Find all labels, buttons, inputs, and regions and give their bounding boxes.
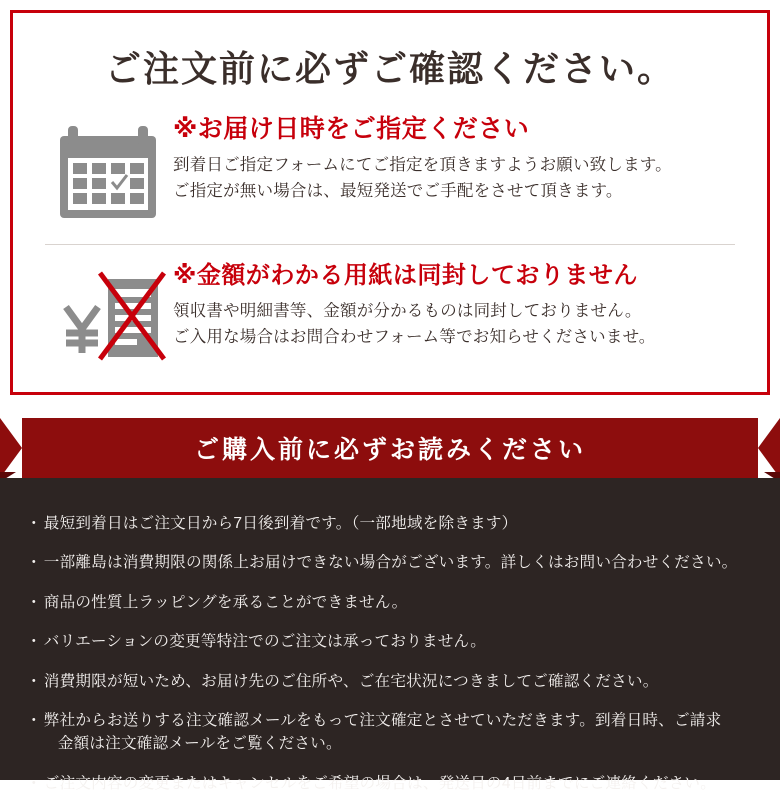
list-item xyxy=(26,630,754,653)
list-item-text-continued: 金額は注文確認メールをご覧ください。 xyxy=(57,735,342,753)
notice-row-no-receipt xyxy=(13,261,767,369)
notice-row-delivery-date xyxy=(13,114,767,224)
list-item xyxy=(26,709,754,756)
notice-body-1 xyxy=(173,153,731,204)
notice-heading-1: ※お届け日時をご指定ください xyxy=(173,115,530,143)
list-item xyxy=(26,670,754,693)
list-item-text: バリエーションの変更等特注でのご注文は承っておりません。 xyxy=(43,633,487,651)
list-bullet: ・ xyxy=(26,633,42,651)
page-title: ご注文前に必ずご確認ください。 xyxy=(104,48,675,89)
notice-box xyxy=(10,10,770,395)
list-bullet: ・ xyxy=(26,593,42,611)
list-item xyxy=(26,512,754,535)
notice-body-2 xyxy=(173,299,731,350)
list-item-text: 消費期限が短いため、お届け先のご住所や、ご在宅状況につきましてご確認ください。 xyxy=(43,672,659,690)
list-item-text: 弊社からお送りする注文確認メールをもって注文確定とさせていただきます。到着日時、ご請求 xyxy=(43,711,722,729)
list-bullet: ・ xyxy=(26,711,42,729)
notice-body-1-line2: ご指定が無い場合は、最短発送でご手配をさせて頂きます。 xyxy=(173,181,623,200)
list-item-text-wrap xyxy=(44,551,738,574)
ribbon-notch-left xyxy=(0,418,22,478)
notice-row-no-receipt-text xyxy=(167,261,731,350)
list-item-text: 一部離島は消費期限の関係上お届けできない場合がございます。詳しくはお問い合わせください。 xyxy=(43,554,738,572)
notice-body-1-line1: 到着日ご指定フォームにてご指定を頂きますようお願い致します。 xyxy=(173,156,672,175)
list-item-text-wrap xyxy=(44,630,486,653)
list-item-text-wrap xyxy=(44,709,722,756)
list-item xyxy=(26,772,754,795)
list-item-text: ご注文内容の変更またはキャンセルをご希望の場合は、発送日の4日前までにご連絡ください。 xyxy=(43,774,717,792)
notice-body-2-line1: 領収書や明細書等、金額が分かるものは同封しておりません。 xyxy=(173,302,642,320)
notice-row-delivery-text xyxy=(167,114,731,204)
list-item xyxy=(26,551,754,574)
list-bullet: ・ xyxy=(26,515,42,532)
notes-panel xyxy=(0,478,780,792)
ribbon-banner xyxy=(0,418,780,482)
list-bullet: ・ xyxy=(26,774,42,792)
list-item xyxy=(26,591,754,614)
list-item-text-wrap xyxy=(44,591,408,614)
notice-divider xyxy=(45,244,735,245)
list-bullet: ・ xyxy=(26,554,42,572)
notice-heading-2: ※金額がわかる用紙は同封しておりません xyxy=(173,262,638,289)
notice-body-2-line2: ご入用な場合はお問合わせフォーム等でお知らせくださいませ。 xyxy=(173,327,656,346)
list-item-text-wrap xyxy=(44,670,659,693)
list-item-text-wrap xyxy=(44,512,518,535)
no-receipt-icon xyxy=(49,261,167,369)
ribbon-notch-right xyxy=(758,418,780,478)
ribbon-body xyxy=(0,418,780,478)
list-bullet: ・ xyxy=(26,672,42,690)
list-item-text: 商品の性質上ラッピングを承ることができません。 xyxy=(43,593,408,611)
ribbon-label: ご購入前に必ずお読みください xyxy=(193,436,586,464)
list-item-text: 最短到着日はご注文日から7日後到着です。（一部地域を除きます） xyxy=(43,515,518,532)
calendar-check-icon xyxy=(49,114,167,224)
list-item-text-wrap xyxy=(44,772,716,795)
